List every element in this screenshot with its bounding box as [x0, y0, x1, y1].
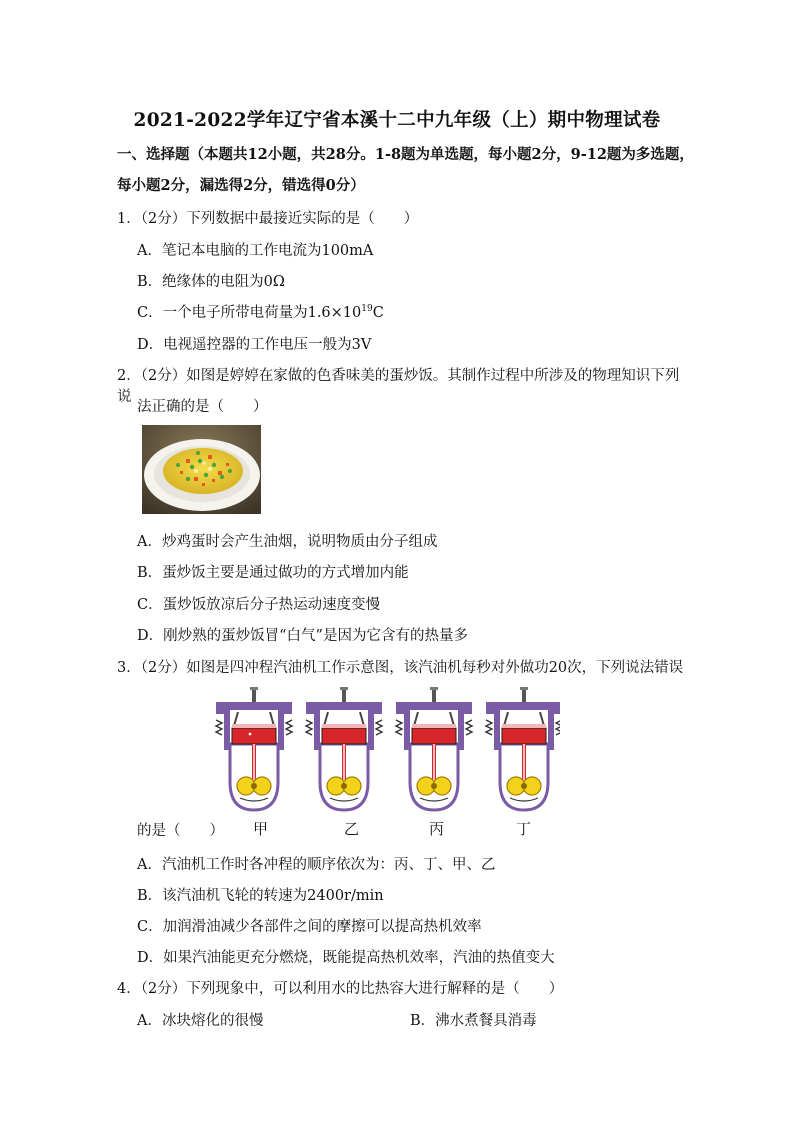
- question-3-stem-line1: 3．（2分）如图是四冲程汽油机工作示意图，该汽油机每秒对外做功20次，下列说法错误: [117, 660, 684, 676]
- section-heading-line1: 一、选择题（本题共12小题，共28分。1-8题为单选题，每小题2分，9-12题为多选题，: [117, 146, 694, 163]
- question-3-option-d: D．如果汽油能更充分燃烧，既能提高热机效率，汽油的热值变大: [137, 950, 555, 966]
- option-c-unit: C: [372, 305, 384, 321]
- question-1-option-b: B．绝缘体的电阻为0Ω: [137, 274, 285, 290]
- option-c-text: C．一个电子所带电荷量为1.6×10: [137, 305, 362, 321]
- question-4-option-a: A．冰块熔化的很慢: [137, 1013, 264, 1029]
- engine-diagram: [210, 686, 560, 816]
- question-4-stem: 4．（2分）下列现象中，可以利用水的比热容大进行解释的是（ ）: [117, 981, 564, 997]
- question-3-option-b: B．该汽油机飞轮的转速为2400r/min: [137, 888, 384, 904]
- engine-label-bing: 丙: [429, 820, 445, 838]
- question-2-stem-line2: 法正确的是（ ）: [137, 399, 268, 415]
- engine-bing: [396, 687, 472, 810]
- question-3-option-a: A．汽油机工作时各冲程的顺序依次为：丙、丁、甲、乙: [137, 857, 496, 873]
- engine-label-ding: 丁: [516, 820, 532, 838]
- engine-jia: [216, 687, 292, 810]
- question-1-stem: 1．（2分）下列数据中最接近实际的是（ ）: [117, 211, 419, 227]
- question-2-option-a: A．炒鸡蛋时会产生油烟，说明物质由分子组成: [137, 534, 438, 550]
- question-4-option-b: B．沸水煮餐具消毒: [410, 1013, 537, 1029]
- page-title: 2021-2022学年辽宁省本溪十二中九年级（上）期中物理试卷: [133, 110, 661, 131]
- question-1-option-c: [137, 301, 384, 322]
- question-2-option-c: C．蛋炒饭放凉后分子热运动速度变慢: [137, 597, 381, 613]
- engine-yi: [306, 687, 382, 810]
- question-1-option-a: A．笔记本电脑的工作电流为100mA: [137, 243, 374, 259]
- question-2-option-b: B．蛋炒饭主要是通过做功的方式增加内能: [137, 565, 409, 581]
- engine-label-yi: 乙: [344, 820, 360, 838]
- question-3-stem-line2: 的是（ ）: [137, 823, 224, 839]
- option-c-exponent: 19: [361, 304, 373, 315]
- question-2-option-d: D．刚炒熟的蛋炒饭冒“白气”是因为它含有的热量多: [137, 628, 468, 644]
- question-2-stem-line1: 2．（2分）如图是婷婷在家做的色香味美的蛋炒饭。其制作过程中所涉及的物理知识下列说: [117, 368, 680, 405]
- question-1-option-d: D．电视遥控器的工作电压一般为3V: [137, 337, 372, 353]
- engine-ding: [486, 687, 560, 810]
- engine-label-jia: 甲: [253, 820, 269, 838]
- section-heading-line2: 每小题2分，漏选得2分，错选得0分）: [117, 177, 365, 194]
- question-3-option-c: C．加润滑油减少各部件之间的摩擦可以提高热机效率: [137, 919, 482, 935]
- fried-rice-image: [142, 425, 261, 514]
